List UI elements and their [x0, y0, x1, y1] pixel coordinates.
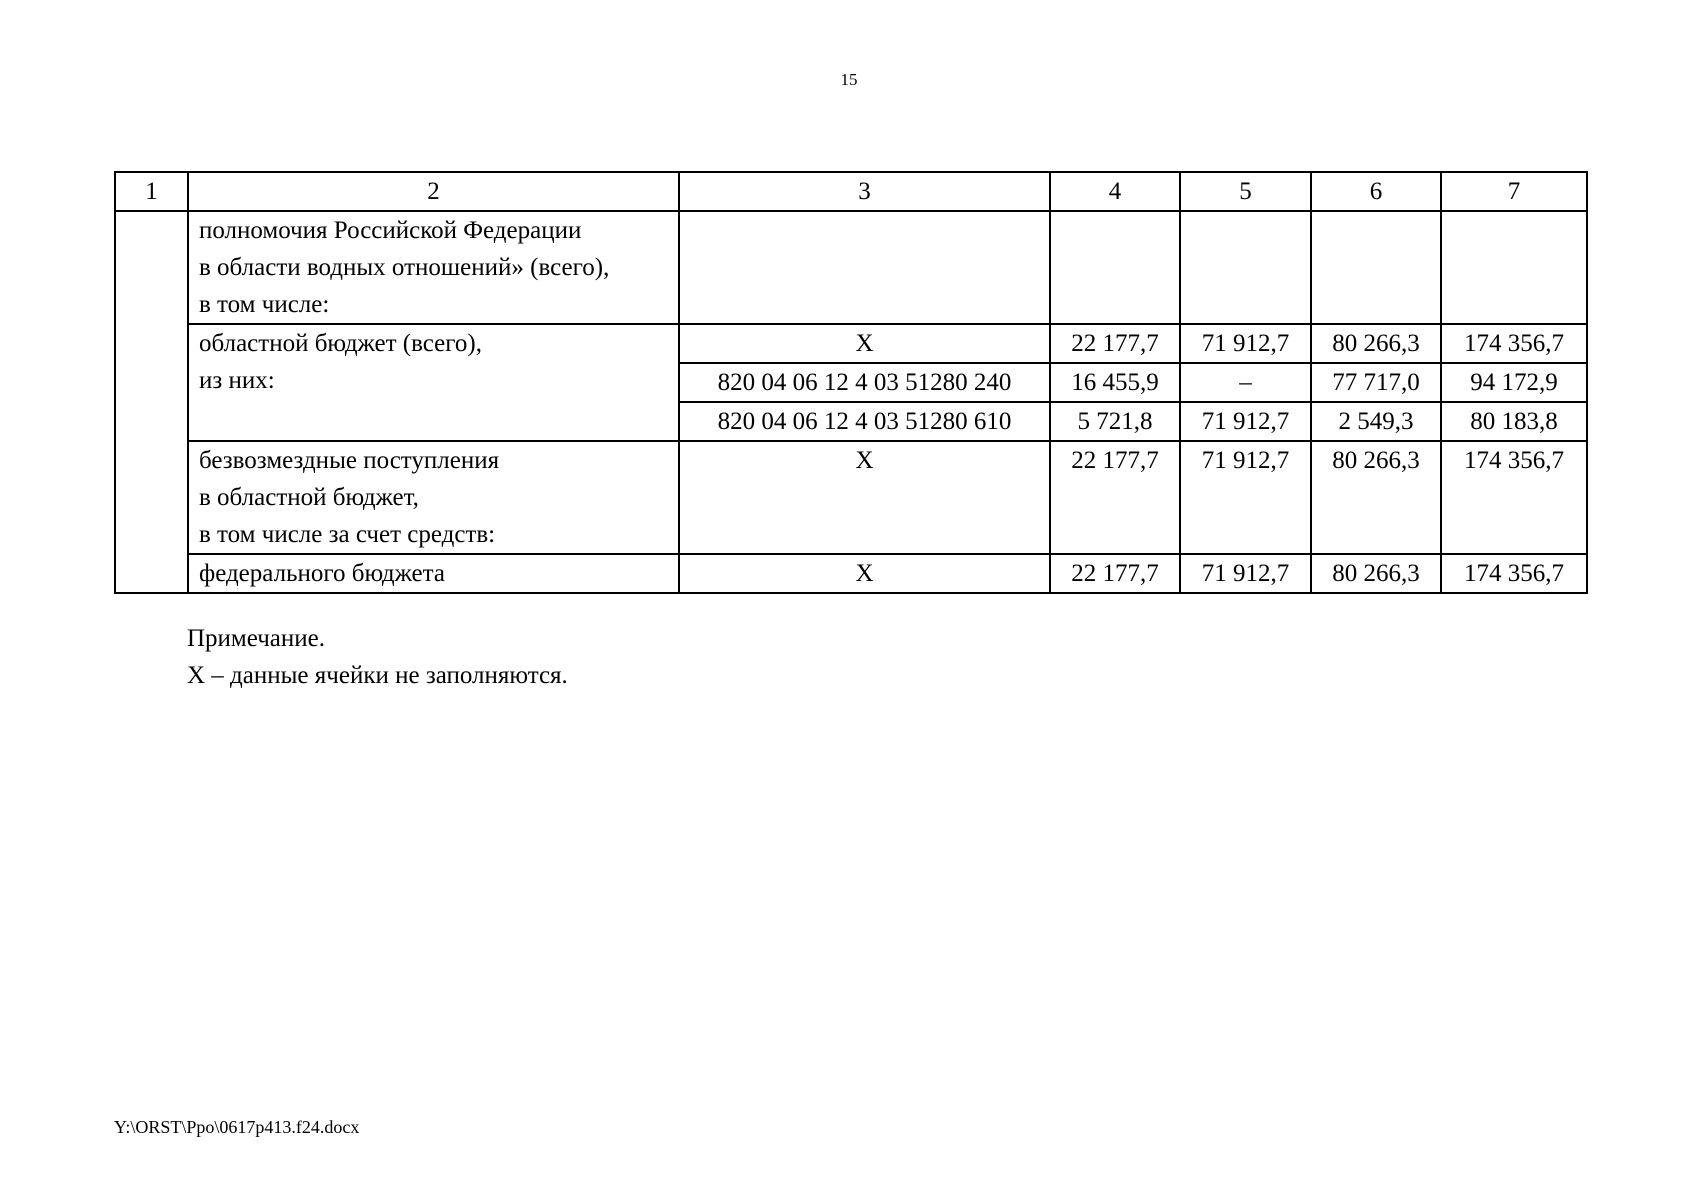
column-number: 4	[1050, 172, 1180, 211]
column-number: 7	[1441, 172, 1587, 211]
row-number-cell	[115, 211, 188, 593]
budget-table	[114, 171, 1588, 594]
budget-code-cell	[679, 211, 1050, 324]
description-line: в областной бюджет,	[199, 484, 419, 511]
value-cell: 5 721,8	[1050, 402, 1180, 441]
column-number: 3	[679, 172, 1050, 211]
row-description	[188, 211, 679, 324]
value-cell	[1441, 211, 1587, 324]
budget-code-cell: Х	[679, 324, 1050, 363]
table-row	[115, 211, 1587, 324]
column-number: 6	[1311, 172, 1441, 211]
description-line: безвозмездные поступления	[199, 447, 500, 474]
note-text: Х – данные ячейки не заполняются.	[187, 662, 568, 689]
column-number-row	[115, 172, 1587, 211]
table-row	[115, 324, 1587, 363]
value-cell: 16 455,9	[1050, 363, 1180, 402]
page-number: 15	[840, 70, 858, 89]
value-cell: 174 356,7	[1441, 441, 1587, 554]
note-title: Примечание.	[187, 625, 326, 652]
value-cell: 22 177,7	[1050, 324, 1180, 363]
column-number: 2	[188, 172, 679, 211]
value-cell: 2 549,3	[1311, 402, 1441, 441]
value-cell: 80 266,3	[1311, 554, 1441, 593]
budget-code-cell: Х	[679, 554, 1050, 593]
file-path: Y:\ORST\Ppo\0617p413.f24.docx	[114, 1117, 360, 1137]
description-line: из них:	[199, 367, 275, 394]
budget-code-cell: Х	[679, 441, 1050, 554]
value-cell: 22 177,7	[1050, 554, 1180, 593]
value-cell: 77 717,0	[1311, 363, 1441, 402]
value-cell: 71 912,7	[1180, 324, 1311, 363]
value-cell: 71 912,7	[1180, 554, 1311, 593]
value-cell: 94 172,9	[1441, 363, 1587, 402]
value-cell: –	[1180, 363, 1311, 402]
column-number: 5	[1180, 172, 1311, 211]
description-line: полномочия Российской Федерации	[199, 217, 582, 244]
description-line: федерального бюджета	[199, 560, 445, 587]
value-cell: 80 266,3	[1311, 324, 1441, 363]
value-cell	[1180, 211, 1311, 324]
value-cell	[1311, 211, 1441, 324]
description-line: областной бюджет (всего),	[199, 330, 482, 357]
budget-code-cell: 820 04 06 12 4 03 51280 240	[679, 363, 1050, 402]
description-line: в области водных отношений» (всего),	[199, 254, 610, 281]
value-cell: 174 356,7	[1441, 554, 1587, 593]
value-cell: 71 912,7	[1180, 441, 1311, 554]
column-number: 1	[115, 172, 188, 211]
row-description	[188, 554, 679, 593]
row-description	[188, 441, 679, 554]
table-row	[115, 441, 1587, 554]
value-cell	[1050, 211, 1180, 324]
description-line: в том числе:	[199, 291, 330, 318]
row-description	[188, 324, 679, 441]
value-cell: 22 177,7	[1050, 441, 1180, 554]
table-row	[115, 554, 1587, 593]
description-line: в том числе за счет средств:	[199, 521, 496, 548]
budget-code-cell: 820 04 06 12 4 03 51280 610	[679, 402, 1050, 441]
value-cell: 174 356,7	[1441, 324, 1587, 363]
value-cell: 80 183,8	[1441, 402, 1587, 441]
value-cell: 80 266,3	[1311, 441, 1441, 554]
value-cell: 71 912,7	[1180, 402, 1311, 441]
table-note	[187, 620, 568, 694]
